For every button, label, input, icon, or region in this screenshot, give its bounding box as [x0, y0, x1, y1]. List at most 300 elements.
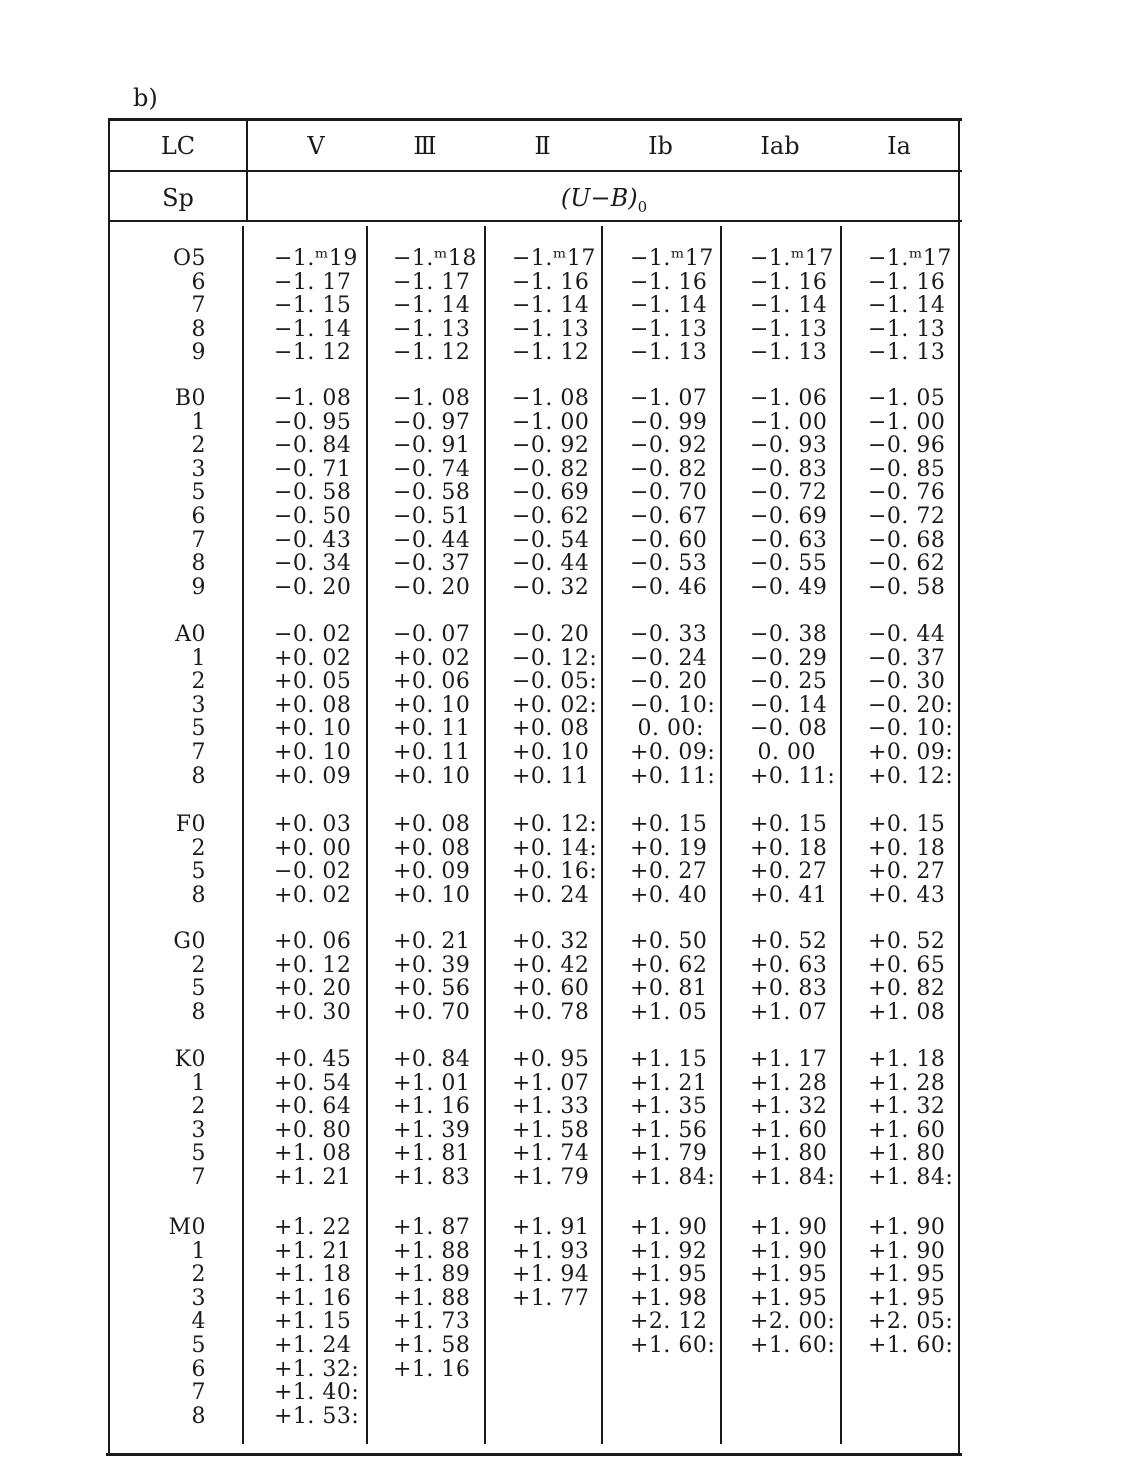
column-header: V	[307, 132, 325, 160]
table-cell: +0. 27	[630, 859, 708, 885]
spectral-type: 2	[191, 433, 206, 459]
column-divider	[720, 226, 722, 1444]
table-cell: +0. 15	[630, 812, 708, 837]
table-cell: −0. 72	[868, 504, 946, 529]
table-cell: +0. 09	[393, 859, 471, 885]
table-cell: −0. 44	[512, 551, 590, 577]
table-cell: −0. 49	[750, 574, 828, 600]
quantity-subscript: 0	[637, 197, 648, 216]
table-cell: −1.ᵐ17	[750, 246, 834, 271]
table-cell: +1. 07	[512, 1070, 590, 1096]
table-cell: +0. 70	[393, 999, 471, 1025]
table-cell: +1. 89	[393, 1262, 471, 1288]
spectral-type: 8	[191, 316, 206, 342]
table-cell: −1.ᵐ17	[868, 246, 952, 271]
table-cell: −0. 53	[630, 551, 708, 577]
spectral-type: 1	[191, 409, 206, 435]
table-cell: −0. 25	[750, 669, 828, 695]
table-cell: +1. 28	[750, 1070, 828, 1096]
table-cell: +0. 60	[512, 976, 590, 1002]
table-cell: +0. 03	[274, 812, 352, 837]
table-cell: +1. 84:	[630, 1165, 716, 1190]
table-cell: +0. 27	[750, 859, 828, 885]
table-cell: −0. 95	[274, 409, 352, 435]
table-cell: +1. 80	[750, 1141, 828, 1167]
table-cell: −0. 02	[274, 622, 352, 647]
table-cell: +0. 95	[512, 1047, 590, 1072]
section-label: b)	[133, 84, 158, 112]
table-cell: +0. 08	[274, 692, 352, 718]
table-cell: +0. 06	[274, 929, 352, 954]
table-cell: +0. 20	[274, 976, 352, 1002]
spectral-type: A0	[175, 622, 206, 647]
table-cell: +0. 10	[274, 716, 352, 742]
table-cell: −0. 82	[512, 456, 590, 482]
table-cell: −1. 07	[630, 386, 708, 411]
table-cell: +1. 32	[750, 1094, 828, 1120]
table-cell: −1. 00	[868, 409, 946, 435]
table-cell: −1. 12	[512, 340, 590, 366]
table-cell: −0. 72	[750, 480, 828, 506]
spectral-type: 2	[191, 952, 206, 978]
column-header: Ⅲ	[413, 132, 437, 160]
table-cell: −1. 12	[393, 340, 471, 366]
table-cell: −1.ᵐ18	[393, 246, 477, 271]
spectral-type: 3	[191, 1285, 206, 1311]
table-cell: +1. 60:	[750, 1333, 836, 1358]
table-cell: −1. 08	[393, 386, 471, 411]
table-cell: −0. 93	[750, 433, 828, 459]
table-cell: +0. 39	[393, 952, 471, 978]
table-cell: +0. 11:	[630, 763, 716, 789]
subheader-rule	[110, 220, 962, 222]
table-cell: +0. 40	[630, 882, 708, 908]
table-cell: +0. 05	[274, 669, 352, 695]
table-cell: −1.ᵐ17	[630, 246, 714, 271]
table-cell: +0. 08	[393, 835, 471, 861]
table-cell: −1. 14	[868, 293, 946, 319]
table-cell: −0. 32	[512, 574, 590, 600]
table-cell: −0. 20	[393, 574, 471, 600]
table-cell: −0. 99	[630, 409, 708, 435]
table-cell: −0. 12:	[512, 645, 598, 671]
table-cell: −0. 10:	[868, 716, 954, 742]
table-cell: +0. 45	[274, 1047, 352, 1072]
table-cell: −0. 63	[750, 527, 828, 553]
spectral-type: 3	[191, 456, 206, 482]
table-cell: +0. 10	[393, 763, 471, 789]
table-cell: −1. 17	[274, 269, 352, 295]
spectral-type: 5	[191, 1333, 206, 1358]
table-cell: +1. 77	[512, 1285, 590, 1311]
spectral-type: 3	[191, 1117, 206, 1143]
spectral-type: 2	[191, 1094, 206, 1120]
table-cell: −0. 51	[393, 504, 471, 529]
table-cell: −0. 29	[750, 645, 828, 671]
table-cell: +1. 93	[512, 1238, 590, 1264]
table-cell: +1. 15	[630, 1047, 708, 1072]
table-cell: +0. 84	[393, 1047, 471, 1072]
spectral-type: F0	[175, 812, 206, 837]
table-cell: −0. 55	[750, 551, 828, 577]
table-cell: −0. 58	[393, 480, 471, 506]
table-cell: +0. 09:	[630, 740, 716, 765]
table-cell: +0. 02	[393, 645, 471, 671]
table-cell: −1. 12	[274, 340, 352, 366]
table-cell: +0. 15	[750, 812, 828, 837]
table-cell: −0. 20	[630, 669, 708, 695]
table-cell: +1. 95	[868, 1285, 946, 1311]
table-cell: −0. 43	[274, 527, 352, 553]
spectral-type: 7	[191, 527, 206, 553]
spectral-type: 2	[191, 669, 206, 695]
table-cell: +1. 39	[393, 1117, 471, 1143]
table-cell: −0. 20	[274, 574, 352, 600]
table-cell: +0. 56	[393, 976, 471, 1002]
table-cell: −0. 92	[630, 433, 708, 459]
column-header: Ⅱ	[534, 132, 551, 160]
sp-header: Sp	[162, 184, 194, 212]
table-cell: +1. 28	[868, 1070, 946, 1096]
table-cell: −1. 00	[512, 409, 590, 435]
right-border	[958, 118, 960, 1455]
table-cell: −0. 74	[393, 456, 471, 482]
table-cell: −1. 13	[868, 316, 946, 342]
table-cell: +1. 87	[393, 1215, 471, 1240]
spectral-type: M0	[168, 1215, 206, 1240]
spectral-type: 7	[191, 293, 206, 319]
table-cell: 0. 00	[750, 740, 816, 765]
table-cell: +1. 16	[274, 1285, 352, 1311]
table-cell: −0. 30	[868, 669, 946, 695]
top-rule	[110, 118, 962, 121]
table-cell: −1. 16	[512, 269, 590, 295]
table-cell: −1. 13	[868, 340, 946, 366]
table-cell: +1. 16	[393, 1094, 471, 1120]
sp-column-divider	[242, 226, 244, 1444]
spectral-type: 5	[191, 976, 206, 1002]
spectral-type: 2	[191, 835, 206, 861]
table-cell: −1. 13	[750, 340, 828, 366]
table-cell: +0. 02:	[512, 692, 598, 718]
table-cell: +1. 05	[630, 999, 708, 1025]
table-cell: +1. 18	[868, 1047, 946, 1072]
table-cell: +0. 09	[274, 763, 352, 789]
table-cell: +0. 11:	[750, 763, 836, 789]
table-cell: −1. 16	[750, 269, 828, 295]
table-cell: +0. 62	[630, 952, 708, 978]
table-cell: −1. 13	[630, 340, 708, 366]
table-cell: +0. 09:	[868, 740, 954, 765]
table-cell: −0. 14	[750, 692, 828, 718]
table-cell: −0. 58	[868, 574, 946, 600]
table-cell: +0. 52	[750, 929, 828, 954]
table-cell: −0. 20	[512, 622, 590, 647]
quantity-label: (U−B)	[560, 184, 638, 212]
table-cell: +1. 22	[274, 1215, 352, 1240]
table-cell: +1. 35	[630, 1094, 708, 1120]
table-cell: 0. 00:	[630, 716, 704, 742]
table-cell: +2. 05:	[868, 1309, 954, 1335]
table-cell: −0. 58	[274, 480, 352, 506]
table-cell: +1. 01	[393, 1070, 471, 1096]
table-cell: −0. 07	[393, 622, 471, 647]
table-cell: +1. 17	[750, 1047, 828, 1072]
table-cell: −0. 37	[868, 645, 946, 671]
table-cell: −1. 13	[393, 316, 471, 342]
spectral-type: 9	[191, 574, 206, 600]
spectral-type: 2	[191, 1262, 206, 1288]
table-cell: +1. 21	[274, 1165, 352, 1190]
table-cell: −1. 05	[868, 386, 946, 411]
table-cell: −0. 68	[868, 527, 946, 553]
table-cell: +1. 90	[868, 1238, 946, 1264]
table-cell: −0. 44	[868, 622, 946, 647]
spectral-type: 6	[191, 1356, 206, 1382]
table-cell: −1. 13	[750, 316, 828, 342]
spectral-type: 6	[191, 269, 206, 295]
table-cell: +1. 24	[274, 1333, 352, 1358]
table-cell: −0. 62	[868, 551, 946, 577]
table-cell: +0. 10	[393, 882, 471, 908]
spectral-type: 1	[191, 645, 206, 671]
table-cell: +0. 18	[868, 835, 946, 861]
table-cell: +1. 95	[750, 1285, 828, 1311]
spectral-type: 1	[191, 1070, 206, 1096]
table-cell: −0. 02	[274, 859, 352, 885]
left-border	[108, 118, 110, 1455]
table-cell: +1. 79	[512, 1165, 590, 1190]
spectral-type: O5	[172, 246, 206, 271]
table-cell: +1. 73	[393, 1309, 471, 1335]
spectral-type: 7	[191, 1165, 206, 1190]
table-cell: +1. 58	[512, 1117, 590, 1143]
table-cell: +1. 90	[750, 1215, 828, 1240]
table-cell: +0. 78	[512, 999, 590, 1025]
table-cell: +0. 11	[512, 763, 590, 789]
table-cell: +1. 81	[393, 1141, 471, 1167]
table-cell: +0. 80	[274, 1117, 352, 1143]
table-cell: −1.ᵐ19	[274, 246, 358, 271]
table-cell: −1. 13	[630, 316, 708, 342]
table-cell: +0. 02	[274, 882, 352, 908]
table-cell: +1. 95	[868, 1262, 946, 1288]
table-cell: +1. 95	[750, 1262, 828, 1288]
table-cell: −1. 17	[393, 269, 471, 295]
table-cell: +0. 15	[868, 812, 946, 837]
table-cell: +1. 18	[274, 1262, 352, 1288]
table-cell: −0. 54	[512, 527, 590, 553]
spectral-type: 5	[191, 480, 206, 506]
table-cell: −0. 46	[630, 574, 708, 600]
table-cell: −0. 33	[630, 622, 708, 647]
table-cell: −1. 14	[750, 293, 828, 319]
table-cell: +0. 08	[393, 812, 471, 837]
table-cell: −0. 70	[630, 480, 708, 506]
column-divider	[366, 226, 368, 1444]
table-cell: −0. 71	[274, 456, 352, 482]
spectral-type: 8	[191, 999, 206, 1025]
table-cell: +1. 60:	[630, 1333, 716, 1358]
table-cell: −1. 16	[630, 269, 708, 295]
table-cell: +1. 90	[868, 1215, 946, 1240]
spectral-type: 6	[191, 504, 206, 529]
table-cell: −1. 15	[274, 293, 352, 319]
spectral-type: 8	[191, 763, 206, 789]
table-cell: +0. 06	[393, 669, 471, 695]
table-cell: +1. 56	[630, 1117, 708, 1143]
table-cell: +0. 64	[274, 1094, 352, 1120]
table-cell: +1. 58	[393, 1333, 471, 1358]
table-cell: +1. 33	[512, 1094, 590, 1120]
table-cell: +1. 79	[630, 1141, 708, 1167]
table-cell: +0. 10	[274, 740, 352, 765]
table-cell: +1. 60	[868, 1117, 946, 1143]
table-cell: +1. 88	[393, 1285, 471, 1311]
table-cell: +0. 63	[750, 952, 828, 978]
table-cell: +0. 21	[393, 929, 471, 954]
table-cell: +1. 60:	[868, 1333, 954, 1358]
spectral-type: 5	[191, 1141, 206, 1167]
table-cell: −0. 37	[393, 551, 471, 577]
table-cell: −0. 44	[393, 527, 471, 553]
spectral-type: 9	[191, 340, 206, 366]
table-cell: +1. 90	[630, 1215, 708, 1240]
table-cell: −0. 96	[868, 433, 946, 459]
spectral-type: K0	[174, 1047, 206, 1072]
table-cell: +1. 08	[868, 999, 946, 1025]
table-cell: −0. 91	[393, 433, 471, 459]
table-cell: +1. 07	[750, 999, 828, 1025]
spectral-type: 8	[191, 882, 206, 908]
table-cell: +1. 90	[750, 1238, 828, 1264]
spectral-type: 8	[191, 551, 206, 577]
table-cell: −0. 76	[868, 480, 946, 506]
table-cell: +1. 91	[512, 1215, 590, 1240]
table-cell: +0. 42	[512, 952, 590, 978]
table-cell: −0. 85	[868, 456, 946, 482]
table-cell: +0. 32	[512, 929, 590, 954]
spectral-type: B0	[174, 386, 206, 411]
table-cell: −0. 67	[630, 504, 708, 529]
table-cell: −1. 14	[393, 293, 471, 319]
table-cell: −0. 38	[750, 622, 828, 647]
table-cell: −0. 60	[630, 527, 708, 553]
table-cell: +1. 08	[274, 1141, 352, 1167]
table-cell: −1. 08	[512, 386, 590, 411]
spectral-type: 1	[191, 1238, 206, 1264]
table-cell: +1. 40:	[274, 1380, 360, 1406]
table-cell: +0. 08	[512, 716, 590, 742]
table-cell: +1. 60	[750, 1117, 828, 1143]
spectral-type: 8	[191, 1403, 206, 1429]
table-cell: +0. 50	[630, 929, 708, 954]
header-rule	[110, 170, 962, 172]
quantity-header	[248, 180, 960, 216]
table-cell: −1. 14	[512, 293, 590, 319]
table-cell: −1.ᵐ17	[512, 246, 596, 271]
table-cell: −1. 14	[630, 293, 708, 319]
table-cell: −0. 62	[512, 504, 590, 529]
column-divider	[484, 226, 486, 1444]
table-cell: −0. 83	[750, 456, 828, 482]
table-cell: −1. 00	[750, 409, 828, 435]
column-header: Ib	[648, 132, 673, 160]
table-cell: +1. 95	[630, 1262, 708, 1288]
spectral-type: 3	[191, 692, 206, 718]
table-cell: −0. 92	[512, 433, 590, 459]
table-cell: +0. 41	[750, 882, 828, 908]
table-cell: +0. 19	[630, 835, 708, 861]
table-cell: +1. 21	[274, 1238, 352, 1264]
table-cell: −1. 14	[274, 316, 352, 342]
table-cell: +1. 80	[868, 1141, 946, 1167]
table-cell: +0. 52	[868, 929, 946, 954]
column-divider	[840, 226, 842, 1444]
column-divider	[601, 226, 603, 1444]
table-cell: +1. 88	[393, 1238, 471, 1264]
table-cell: +1. 84:	[868, 1165, 954, 1190]
table-cell: +0. 18	[750, 835, 828, 861]
table-cell: −0. 69	[750, 504, 828, 529]
table-cell: +1. 83	[393, 1165, 471, 1190]
column-header: Ia	[887, 132, 911, 160]
spectral-type: 5	[191, 716, 206, 742]
table-cell: +0. 24	[512, 882, 590, 908]
table-cell: +0. 11	[393, 716, 471, 742]
table-cell: +0. 65	[868, 952, 946, 978]
lc-header: LC	[160, 132, 196, 160]
table-cell: −0. 34	[274, 551, 352, 577]
table-cell: −0. 10:	[630, 692, 716, 718]
table-cell: −0. 20:	[868, 692, 954, 718]
table-cell: +1. 32	[868, 1094, 946, 1120]
table-cell: −0. 69	[512, 480, 590, 506]
table-cell: +1. 74	[512, 1141, 590, 1167]
table-cell: +0. 43	[868, 882, 946, 908]
table-cell: +0. 27	[868, 859, 946, 885]
table-cell: +1. 94	[512, 1262, 590, 1288]
table-cell: +0. 12:	[512, 812, 598, 837]
table-cell: −0. 84	[274, 433, 352, 459]
table-cell: +1. 32:	[274, 1356, 360, 1382]
table-cell: +0. 54	[274, 1070, 352, 1096]
spectral-type: 5	[191, 859, 206, 885]
spectral-type: 7	[191, 1380, 206, 1406]
table-cell: +0. 00	[274, 835, 352, 861]
table-cell: −0. 24	[630, 645, 708, 671]
table-cell: −1. 06	[750, 386, 828, 411]
table-cell: +1. 53:	[274, 1403, 360, 1429]
table-cell: +0. 10	[393, 692, 471, 718]
table-cell: +1. 16	[393, 1356, 471, 1382]
column-header: Iab	[760, 132, 800, 160]
spectral-type: 4	[191, 1309, 206, 1335]
table-cell: +0. 11	[393, 740, 471, 765]
table-cell: −1. 16	[868, 269, 946, 295]
table-cell: −0. 97	[393, 409, 471, 435]
table-cell: +2. 12	[630, 1309, 708, 1335]
table-cell: −0. 08	[750, 716, 828, 742]
table-cell: +0. 02	[274, 645, 352, 671]
table-cell: −1. 08	[274, 386, 352, 411]
table-cell: +0. 83	[750, 976, 828, 1002]
table-cell: +1. 92	[630, 1238, 708, 1264]
table-cell: −0. 05:	[512, 669, 598, 695]
table-cell: +1. 21	[630, 1070, 708, 1096]
table-cell: −0. 82	[630, 456, 708, 482]
table-cell: +0. 14:	[512, 835, 598, 861]
